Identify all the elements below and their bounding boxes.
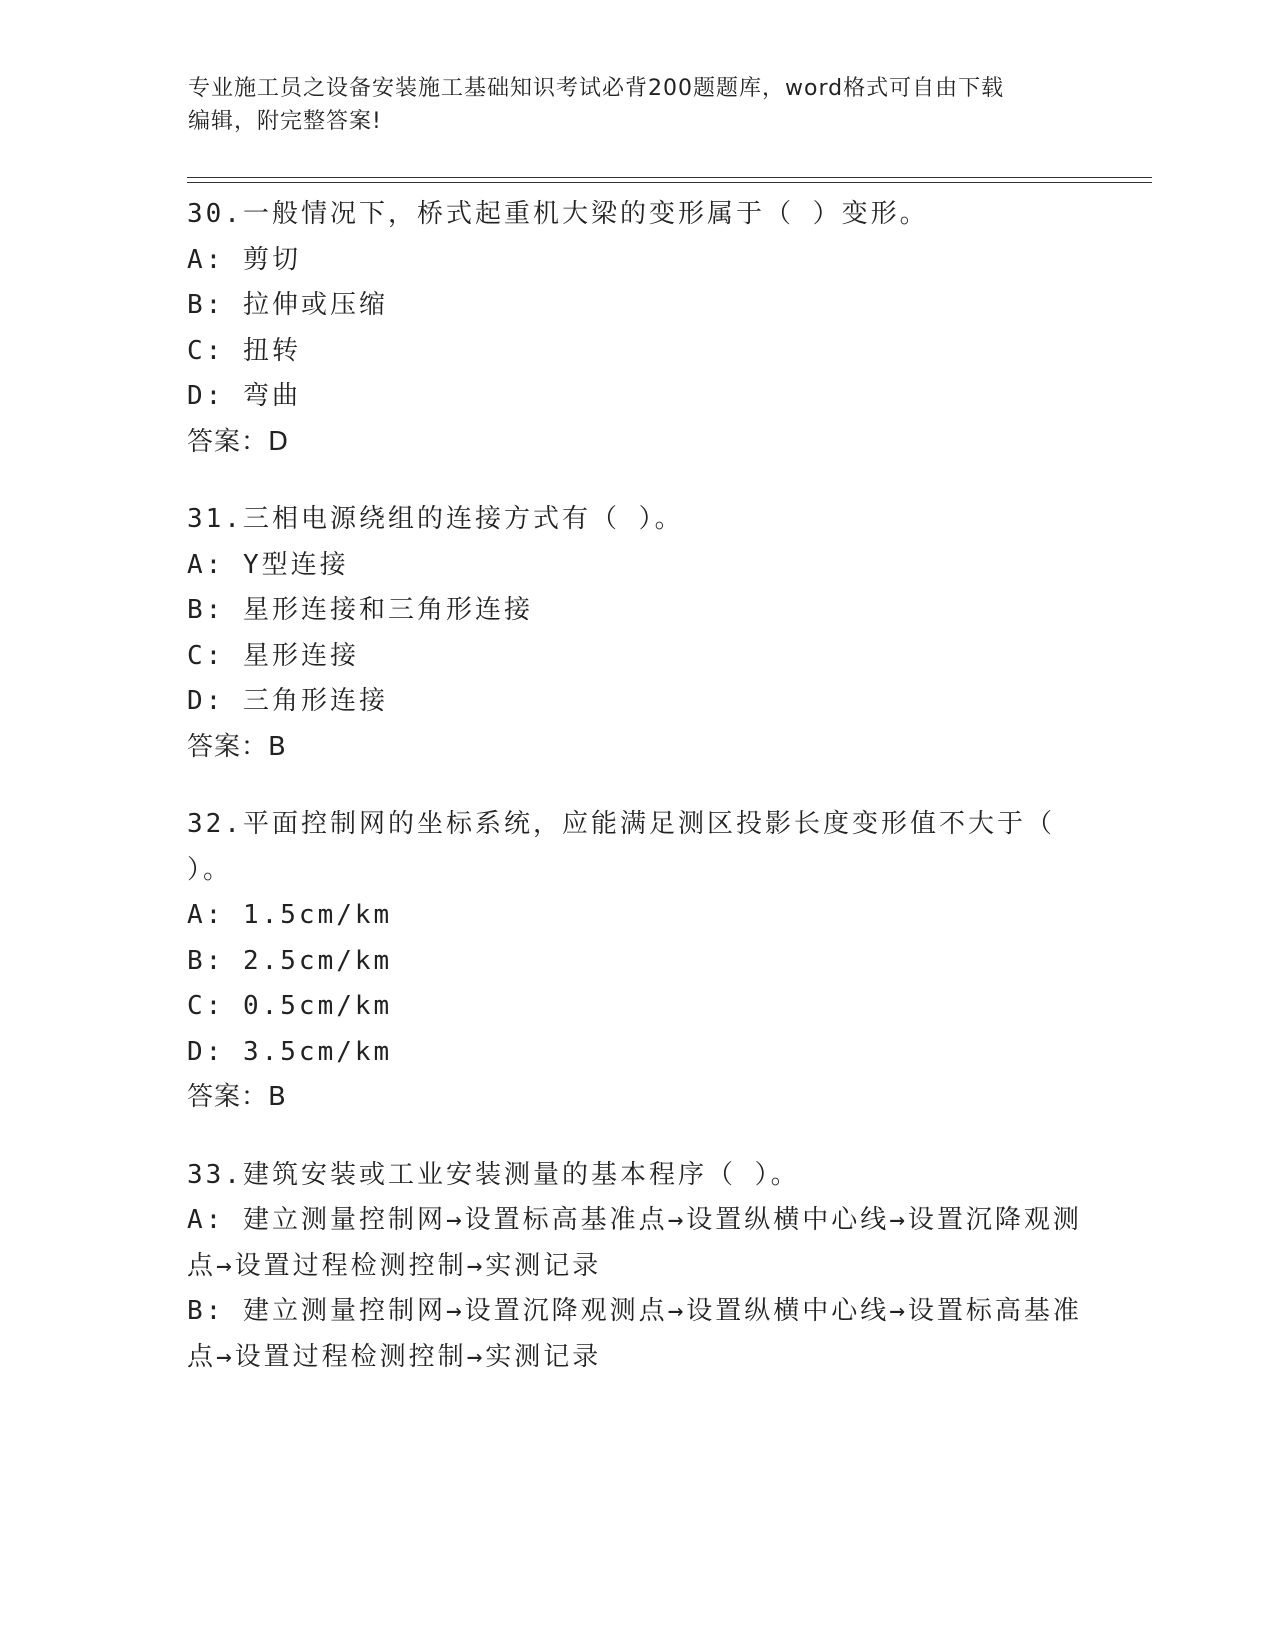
option-b: B: 星形连接和三角形连接 [187,595,533,625]
option-c: C: 扭转 [187,335,301,366]
question-list [187,192,1087,1412]
option-b: B: 拉伸或压缩 [187,290,388,320]
question-stem: 32.平面控制网的坐标系统，应能满足测区投影长度变形值不大于（ ）。 [187,809,1055,885]
option-d: D: 三角形连接 [187,686,388,716]
option-b: B: 2.5cm/km [187,945,393,976]
option-b: B: 建立测量控制网→设置沉降观测点→设置纵横中心线→设置标高基准点→设置过程检测控制→实测记录 [187,1296,1082,1372]
question-stem: 30.一般情况下，桥式起重机大梁的变形属于（ ）变形。 [187,199,929,229]
option-a: A: Y型连接 [187,549,349,580]
option-c: C: 星形连接 [187,640,359,671]
question-stem: 33.建筑安装或工业安装测量的基本程序（ ）。 [187,1159,800,1190]
question-30 [187,192,1087,465]
question-33 [187,1153,1087,1381]
option-a: A: 建立测量控制网→设置标高基准点→设置纵横中心线→设置沉降观测点→设置过程检测控制→实测记录 [187,1205,1082,1281]
option-d: D: 3.5cm/km [187,1036,393,1067]
header-divider-top [187,177,1152,178]
option-c: C: 0.5cm/km [187,991,393,1021]
question-32 [187,802,1087,1121]
option-d: D: 弯曲 [187,381,301,411]
answer-label: 答案：B [187,731,287,762]
option-a: A: 1.5cm/km [187,900,393,930]
question-stem: 31.三相电源绕组的连接方式有（ ）。 [187,504,684,534]
question-31 [187,497,1087,770]
answer-label: 答案：D [187,426,290,457]
answer-label: 答案：B [187,1082,287,1112]
header-title-line1: 专业施工员之设备安装施工基础知识考试必背200题题库，word格式可自由下载 [188,76,1005,101]
document-header [188,72,1088,138]
option-a: A: 剪切 [187,244,301,275]
header-divider-bottom [187,182,1152,183]
header-title-line2: 编辑，附完整答案! [188,109,382,134]
